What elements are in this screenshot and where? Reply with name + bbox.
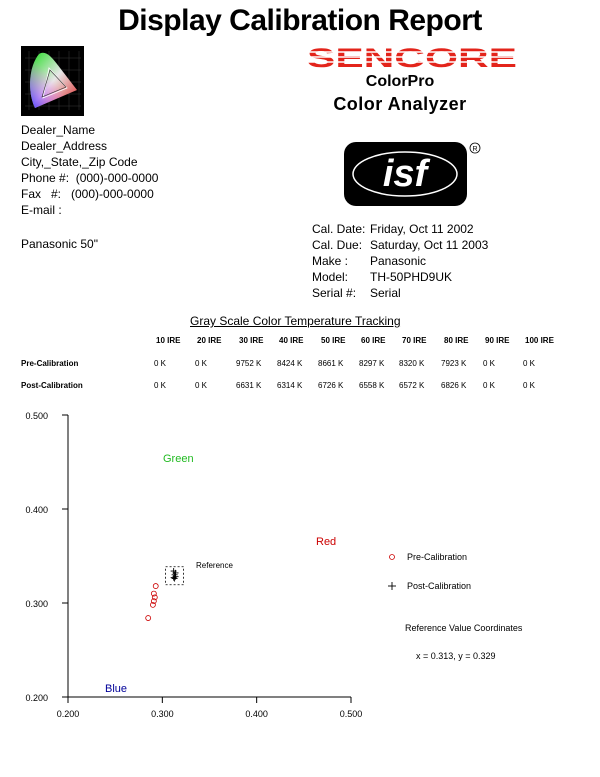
cal-due-label: Cal. Due:	[312, 238, 363, 252]
reference-coords-title: Reference Value Coordinates	[405, 623, 523, 633]
ire-header: 50 IRE	[321, 336, 346, 345]
red-region-label: Red	[316, 536, 337, 548]
table-cell: 6558 K	[359, 381, 385, 390]
x-tick-label: 0.200	[56, 709, 80, 719]
product-line-1: ColorPro	[365, 73, 435, 90]
cal-due-value: Saturday, Oct 11 2003	[370, 238, 489, 252]
legend-post-label: Post-Calibration	[407, 581, 472, 591]
y-tick-label: 0.200	[25, 693, 48, 703]
table-cell: 0 K	[483, 359, 496, 368]
table-cell: 8297 K	[359, 359, 385, 368]
table-cell: 7923 K	[441, 359, 467, 368]
cie-diagram-image	[21, 46, 84, 116]
ire-header: 20 IRE	[197, 336, 222, 345]
pre-calibration-point	[146, 616, 151, 621]
ire-header: 80 IRE	[444, 336, 469, 345]
table-cell: 9752 K	[236, 359, 262, 368]
make-label: Make :	[312, 254, 349, 268]
report-title: Display Calibration Report	[118, 4, 482, 37]
dealer-phone: Phone #: (000)-000-0000	[21, 171, 159, 185]
table-cell: 0 K	[523, 359, 536, 368]
table-cell: 0 K	[523, 381, 536, 390]
table-cell: 8320 K	[399, 359, 425, 368]
ire-header: 10 IRE	[156, 336, 181, 345]
dealer-email: E-mail :	[21, 203, 62, 217]
table-cell: 8424 K	[277, 359, 303, 368]
post-calibration-row-label: Post-Calibration	[21, 381, 83, 390]
cal-date-value: Friday, Oct 11 2002	[370, 222, 474, 236]
ire-header: 60 IRE	[361, 336, 386, 345]
green-region-label: Green	[163, 453, 194, 465]
dealer-address: Dealer_Address	[21, 139, 108, 153]
model-value: TH-50PHD9UK	[370, 270, 453, 284]
dealer-city: City,_State,_Zip Code	[21, 155, 138, 169]
ire-header: 30 IRE	[239, 336, 264, 345]
table-cell: 0 K	[195, 359, 208, 368]
blue-region-label: Blue	[105, 683, 128, 695]
dealer-fax: Fax #: (000)-000-0000	[21, 187, 154, 201]
legend-pre-marker	[390, 555, 395, 560]
x-tick-label: 0.300	[151, 709, 174, 719]
chromaticity-plot	[0, 400, 600, 730]
reference-label: Reference	[196, 561, 233, 570]
table-cell: 0 K	[154, 381, 167, 390]
gray-scale-title: Gray Scale Color Temperature Tracking	[190, 314, 401, 328]
serial-label: Serial #:	[312, 286, 357, 300]
table-cell: 6631 K	[236, 381, 262, 390]
table-cell: 8661 K	[318, 359, 344, 368]
serial-value: Serial	[370, 286, 401, 300]
isf-logo	[344, 140, 478, 207]
table-cell: 6572 K	[399, 381, 425, 390]
ire-header: 40 IRE	[279, 336, 304, 345]
y-tick-label: 0.500	[25, 411, 48, 421]
make-value: Panasonic	[370, 254, 427, 268]
sencore-logo	[305, 44, 520, 70]
ire-header: 90 IRE	[485, 336, 510, 345]
ire-header: 100 IRE	[525, 336, 554, 345]
reference-coords-value: x = 0.313, y = 0.329	[416, 651, 496, 661]
table-cell: 6826 K	[441, 381, 467, 390]
table-cell: 0 K	[154, 359, 167, 368]
model-label: Model:	[312, 270, 349, 284]
isf-logo-text: isf	[382, 153, 428, 195]
pre-calibration-row-label: Pre-Calibration	[21, 359, 79, 368]
legend-pre-label: Pre-Calibration	[407, 552, 468, 562]
cal-date-label: Cal. Date:	[312, 222, 366, 236]
x-tick-label: 0.500	[339, 709, 363, 719]
table-cell: 0 K	[195, 381, 208, 390]
display-name: Panasonic 50"	[21, 237, 98, 251]
table-cell: 0 K	[483, 381, 496, 390]
cie-diagram-thumbnail	[21, 46, 84, 116]
sencore-logo-text: SENCORE	[307, 44, 517, 70]
y-tick-label: 0.400	[25, 505, 48, 515]
x-tick-label: 0.400	[245, 709, 268, 719]
ire-header: 70 IRE	[402, 336, 427, 345]
dealer-name: Dealer_Name	[21, 123, 96, 137]
table-cell: 6314 K	[277, 381, 303, 390]
y-tick-label: 0.300	[25, 599, 48, 609]
table-cell: 6726 K	[318, 381, 344, 390]
svg-text:R: R	[472, 146, 478, 153]
chromaticity-chart	[0, 400, 600, 735]
product-line-2: Color Analyzer	[333, 94, 467, 114]
pre-calibration-point	[153, 584, 158, 589]
legend-post-marker	[388, 582, 396, 590]
